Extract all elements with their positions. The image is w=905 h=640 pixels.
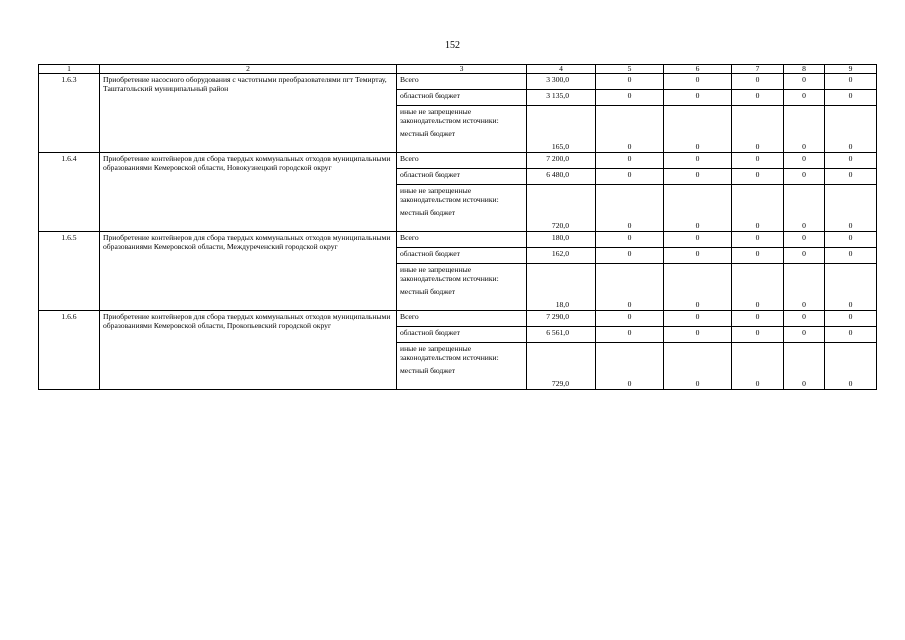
year-value-cell: 0 — [596, 327, 664, 343]
source-label-total: Всего — [397, 232, 527, 248]
amount-cell: 3 300,0 — [527, 74, 596, 90]
year-value-cell: 0 — [732, 185, 784, 232]
year-value-cell: 0 — [596, 232, 664, 248]
header-cell: 4 — [527, 65, 596, 74]
year-value-cell: 0 — [825, 327, 877, 343]
header-cell: 6 — [664, 65, 732, 74]
amount-cell: 6 480,0 — [527, 169, 596, 185]
year-value-cell: 0 — [732, 169, 784, 185]
year-value-cell: 0 — [732, 327, 784, 343]
header-cell: 8 — [784, 65, 825, 74]
year-value-cell: 0 — [596, 264, 664, 311]
year-value-cell: 0 — [664, 264, 732, 311]
year-value-cell: 0 — [784, 343, 825, 390]
item-code: 1.6.6 — [39, 311, 100, 390]
source-cell-other — [397, 264, 527, 311]
year-value-cell: 0 — [596, 248, 664, 264]
source-label-regional: областной бюджет — [397, 248, 527, 264]
source-label-total: Всего — [397, 311, 527, 327]
source-label-other: иные не запрещенные законодательством источники: — [400, 186, 499, 204]
year-value-cell: 0 — [784, 264, 825, 311]
year-value-cell: 0 — [664, 74, 732, 90]
source-label-total: Всего — [397, 153, 527, 169]
year-value-cell: 0 — [596, 185, 664, 232]
amount-cell: 6 561,0 — [527, 327, 596, 343]
source-label-total: Всего — [397, 74, 527, 90]
year-value-cell: 0 — [664, 327, 732, 343]
year-value-cell: 0 — [784, 90, 825, 106]
source-label-local: местный бюджет — [400, 366, 456, 375]
year-value-cell: 0 — [784, 169, 825, 185]
header-cell: 1 — [39, 65, 100, 74]
year-value-cell: 0 — [825, 153, 877, 169]
year-value-cell: 0 — [664, 311, 732, 327]
year-value-cell: 0 — [825, 90, 877, 106]
year-value-cell: 0 — [825, 311, 877, 327]
year-value-cell: 0 — [732, 74, 784, 90]
year-value-cell: 0 — [825, 185, 877, 232]
year-value-cell: 0 — [664, 90, 732, 106]
year-value-cell: 0 — [784, 327, 825, 343]
source-label-local: местный бюджет — [400, 208, 456, 217]
header-cell: 7 — [732, 65, 784, 74]
item-code: 1.6.5 — [39, 232, 100, 311]
table-row — [39, 74, 877, 90]
item-code: 1.6.3 — [39, 74, 100, 153]
source-cell-other — [397, 185, 527, 232]
year-value-cell: 0 — [596, 311, 664, 327]
year-value-cell: 0 — [784, 185, 825, 232]
item-code: 1.6.4 — [39, 153, 100, 232]
amount-cell: 162,0 — [527, 248, 596, 264]
budget-table — [38, 64, 877, 390]
amount-cell: 165,0 — [527, 106, 596, 153]
source-cell-other — [397, 343, 527, 390]
source-label-other: иные не запрещенные законодательством источники: — [400, 344, 499, 362]
source-cell-other — [397, 106, 527, 153]
header-cell: 9 — [825, 65, 877, 74]
year-value-cell: 0 — [825, 169, 877, 185]
year-value-cell: 0 — [784, 248, 825, 264]
year-value-cell: 0 — [784, 311, 825, 327]
header-cell: 3 — [397, 65, 527, 74]
year-value-cell: 0 — [732, 311, 784, 327]
page-number: 152 — [445, 40, 460, 51]
year-value-cell: 0 — [825, 74, 877, 90]
source-label-regional: областной бюджет — [397, 90, 527, 106]
year-value-cell: 0 — [825, 343, 877, 390]
year-value-cell: 0 — [664, 232, 732, 248]
year-value-cell: 0 — [732, 343, 784, 390]
amount-cell: 720,0 — [527, 185, 596, 232]
year-value-cell: 0 — [825, 248, 877, 264]
year-value-cell: 0 — [596, 343, 664, 390]
header-row — [39, 65, 877, 74]
year-value-cell: 0 — [732, 232, 784, 248]
source-label-local: местный бюджет — [400, 129, 456, 138]
amount-cell: 3 135,0 — [527, 90, 596, 106]
year-value-cell: 0 — [596, 74, 664, 90]
year-value-cell: 0 — [784, 74, 825, 90]
year-value-cell: 0 — [732, 264, 784, 311]
year-value-cell: 0 — [664, 153, 732, 169]
item-name: Приобретение контейнеров для сбора твердых коммунальных отходов муниципальными образованиями Кемеровской области, Новокузнецкий городской округ — [100, 153, 397, 232]
year-value-cell: 0 — [732, 106, 784, 153]
year-value-cell: 0 — [664, 248, 732, 264]
year-value-cell: 0 — [664, 106, 732, 153]
year-value-cell: 0 — [596, 169, 664, 185]
year-value-cell: 0 — [732, 248, 784, 264]
source-label-regional: областной бюджет — [397, 327, 527, 343]
year-value-cell: 0 — [825, 106, 877, 153]
table-row — [39, 232, 877, 248]
header-cell: 5 — [596, 65, 664, 74]
year-value-cell: 0 — [825, 264, 877, 311]
year-value-cell: 0 — [732, 153, 784, 169]
year-value-cell: 0 — [732, 90, 784, 106]
table-row — [39, 153, 877, 169]
item-name: Приобретение контейнеров для сбора твердых коммунальных отходов муниципальными образованиями Кемеровской области, Междуреченский городской округ — [100, 232, 397, 311]
amount-cell: 729,0 — [527, 343, 596, 390]
year-value-cell: 0 — [784, 106, 825, 153]
amount-cell: 180,0 — [527, 232, 596, 248]
item-name: Приобретение контейнеров для сбора твердых коммунальных отходов муниципальными образованиями Кемеровской области, Прокопьевский городской округ — [100, 311, 397, 390]
year-value-cell: 0 — [664, 343, 732, 390]
year-value-cell: 0 — [784, 153, 825, 169]
table-row — [39, 311, 877, 327]
year-value-cell: 0 — [596, 106, 664, 153]
header-cell: 2 — [100, 65, 397, 74]
item-name: Приобретение насосного оборудования с частотными преобразователями пгт Темиртау, Таштагольский муниципальный район — [100, 74, 397, 153]
year-value-cell: 0 — [825, 232, 877, 248]
amount-cell: 18,0 — [527, 264, 596, 311]
source-label-other: иные не запрещенные законодательством источники: — [400, 107, 499, 125]
year-value-cell: 0 — [596, 90, 664, 106]
source-label-other: иные не запрещенные законодательством источники: — [400, 265, 499, 283]
amount-cell: 7 200,0 — [527, 153, 596, 169]
year-value-cell: 0 — [664, 169, 732, 185]
source-label-regional: областной бюджет — [397, 169, 527, 185]
year-value-cell: 0 — [664, 185, 732, 232]
year-value-cell: 0 — [784, 232, 825, 248]
source-label-local: местный бюджет — [400, 287, 456, 296]
amount-cell: 7 290,0 — [527, 311, 596, 327]
year-value-cell: 0 — [596, 153, 664, 169]
